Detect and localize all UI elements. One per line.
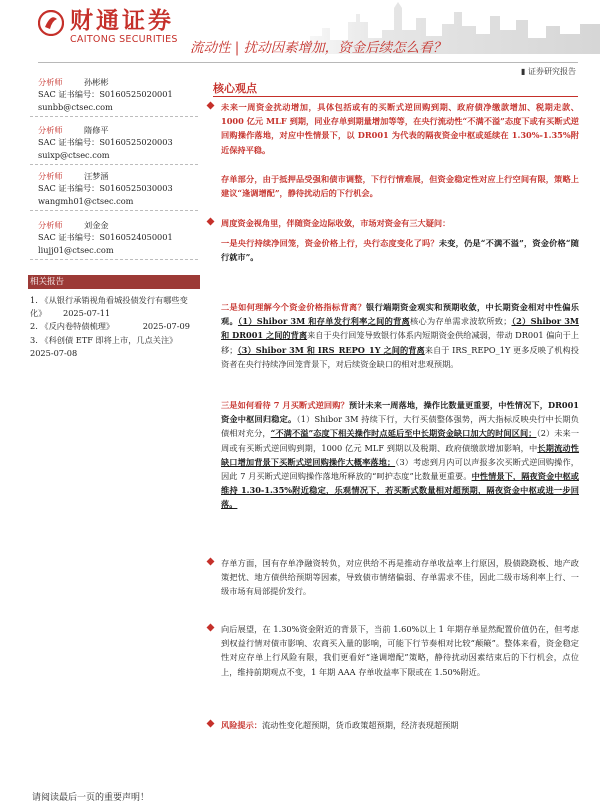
related-report-date: 2025-07-09 (142, 321, 190, 332)
diamond-bullet-icon (207, 218, 215, 226)
analyst-name: 隋修平 (84, 125, 109, 135)
analyst-name: 孙彬彬 (84, 77, 109, 87)
analyst-email[interactable]: suixp@ctsec.com (38, 149, 110, 160)
disclaimer-note: 请阅读最后一页的重要声明！ (32, 793, 150, 803)
diamond-bullet-icon (207, 720, 215, 728)
analyst-card (38, 219, 198, 256)
question-two-answer: 银行端期资金观实和预期收敛，中长期资金相对中性偏乐观。 (221, 302, 579, 327)
analyst-role: 分析师 (38, 77, 63, 87)
divergence-one-title: （1）Shibor 3M 和存单发行利率之间的背离 (237, 316, 411, 327)
outlook-text: 向后展望，在 1.30%资金附近的背景下，当前 1.60%以上 1 年期存单显然配置价值仍在，但考虑到权益行情对债市影响、农商买入量的影响，可能下行节奏相对比较“颠簸”。整体来看，资金稳定性对应存单上行风险有限，我们更看好“逢调增配”策略，静待扰动因素结束后的下行机会，点位上，维持前期观点不变，1 年期 AAA 存单收益率下限或在 1.50%附近。 (221, 624, 579, 677)
key-points-title: 核心观点 (213, 82, 257, 95)
divergence-three-title: （3）Shibor 3M 和 IRS_REPO_1Y 之间的背离 (237, 344, 425, 355)
analyst-card (38, 76, 198, 113)
cd-paragraph (207, 172, 579, 200)
question-three-text: 三是如何看待 7 月买断式逆回购？ (221, 400, 349, 410)
related-report-title: 2. 《反内卷特债梳理》 (30, 321, 115, 332)
question-two (207, 300, 579, 371)
report-type-text: 证券研究报告 (528, 67, 576, 76)
diamond-bullet-icon (207, 558, 215, 566)
related-report-item[interactable] (30, 294, 202, 320)
related-report-item[interactable] (30, 320, 202, 333)
related-report-title: 3. 《科创债 ETF 即将上市，几点关注》 (30, 334, 178, 345)
q3-point-two: （2）未来一周或有买断式逆回购到期，1000 亿元 MLF 到期以及税期、政府债缴款增加影响，中 (221, 428, 580, 453)
related-report-item[interactable] (30, 334, 202, 360)
related-report-title: 1. 《从银行承销视角看城投债发行有哪些变化》 (30, 295, 188, 319)
risk-text: 流动性变化超预期，货币政策超预期，经济表现超预期 (261, 720, 459, 730)
summary-paragraph (207, 100, 579, 157)
analyst-name: 刘金金 (84, 220, 109, 230)
divergence-one-text: 核心为存单需求波软所致； (410, 316, 512, 327)
report-headline: 流动性 | 扰动因素增加，资金后续怎么看？ (190, 40, 447, 56)
q3-point-two-emphasis: 长期流动性缺口增加背景下买断式逆回购操作大概率落地； (221, 442, 579, 467)
q3-point-one-emphasis: “不满不溢”态度下相关操作时点延后至中长期资金缺口加大的时间区间； (270, 428, 537, 439)
analyst-cert: SAC 证书编号：S0160525020001 (38, 89, 173, 100)
q3-point-three: （3）考虑到月内可以声报多次买断式逆回购操作，因此 7 月买断式逆回购操作落地所释放的“呵护态度”比数量更重要。 (221, 456, 579, 482)
analyst-divider (30, 259, 198, 260)
logo-english-text: CAITONG SECURITIES (70, 34, 178, 45)
outlook-paragraph (207, 622, 579, 679)
caitong-logo-icon (38, 10, 64, 36)
questions-intro (207, 216, 579, 230)
questions-intro-text: 周度资金视角里，伴随资金边际收敛，市场对资金有三大疑问： (221, 218, 451, 228)
risk-label: 风险提示： (221, 720, 262, 730)
report-type-label: ▮ 证券研究报告 (521, 67, 576, 76)
analyst-divider (30, 164, 198, 165)
analyst-role: 分析师 (38, 125, 63, 135)
q3-conclusion: 中性情景下，隔夜资金中枢或维持 1.30-1.35%附近稳定，乐观情况下，若买断式数量相对超预期，隔夜资金中枢或进一步回落。 (221, 471, 579, 510)
q3-point-one: （1）Shibor 3M 持续下行，大行买债整体强势，两大指标反映央行中长期负债相对充分， (221, 414, 579, 439)
question-one (207, 236, 579, 264)
analyst-divider (30, 210, 198, 211)
question-three (207, 398, 579, 512)
related-reports-header: 相关报告 (28, 275, 200, 289)
analyst-role: 分析师 (38, 171, 63, 181)
header-divider (38, 62, 578, 63)
question-two-text: 二是如何理解今个资金价格指标背离？ (221, 302, 367, 312)
analyst-divider (30, 116, 198, 117)
divergence-two-title: （2）Shibor 3M 和 DR001 之间的背离 (221, 316, 579, 341)
analyst-email[interactable]: liujj01@ctsec.com (38, 244, 114, 255)
divergence-three-text: 来自于 IRS_REPO_1Y 更多反映了机构投资者在央行持续净回笼背景下，对后续资金缺口的相对悲观预期。 (221, 344, 579, 369)
cd-market-text: 存单方面，国有存单净融资转负，对应供给不再是推动存单收益率上行原因，股债跷跷板、地产政策把忧、地方债供给预期等因素，导致债市情绪偏弱、存单需求不佳，因此二级市场利率上行、一级市场有局部提价发行。 (221, 558, 579, 597)
analyst-cert: SAC 证书编号：S0160524050001 (38, 232, 173, 243)
diamond-bullet-icon (207, 102, 215, 110)
logo-text: 财通证券 (70, 8, 174, 34)
analyst-cert: SAC 证书编号：S0160525030003 (38, 183, 173, 194)
key-points-divider (213, 96, 578, 97)
question-one-answer: 未变，仍是“不满不溢”，资金价格“随行就市”。 (221, 238, 579, 263)
related-report-date: 2025-07-08 (30, 347, 78, 358)
divergence-two-text: 来自于央行回笼导致银行体系内短期资金供给减弱，带动 DR001 偏向于上移； (221, 330, 580, 355)
analyst-name: 汪梦涵 (84, 171, 109, 181)
analyst-email[interactable]: sunbb@ctsec.com (38, 101, 113, 112)
question-three-answer: 预计未来一周落地，操作比数量更重要，中性情况下，DR001 资金中枢回归稳定。 (221, 400, 579, 425)
analyst-card (38, 170, 198, 207)
analyst-role: 分析师 (38, 220, 63, 230)
question-one-text: 一是央行持续净回笼，资金价格上行，央行态度变化了吗？ (221, 238, 439, 248)
cd-market-paragraph (207, 556, 579, 599)
analyst-card (38, 124, 198, 161)
related-reports-list (30, 294, 202, 360)
summary-text: 未来一周资金扰动增加，具体包括或有的买断式逆回购到期、政府债净缴款增加、税期走款、1000 亿元 MLF 到期，同业存单到期量增加等等，在央行流动性“不满不溢”态度下或有买断式逆回购操作落地，对应中性情景下，以 DR001 为代表的隔夜资金中枢或延续在 1.30%-1.35%附近保持平稳。 (221, 102, 579, 155)
related-report-date: 2025-07-11 (63, 308, 111, 319)
analyst-email[interactable]: wangmh01@ctsec.com (38, 195, 134, 206)
risk-warning (207, 718, 579, 732)
diamond-bullet-icon (207, 624, 215, 632)
analyst-cert: SAC 证书编号：S0160525020003 (38, 137, 173, 148)
cd-text: 存单部分，由于抵押品受强和债市调整，下行行情难展，但资金稳定性对应上行空间有限，策略上建议“逢调增配”，静待扰动后的下行机会。 (221, 174, 579, 199)
